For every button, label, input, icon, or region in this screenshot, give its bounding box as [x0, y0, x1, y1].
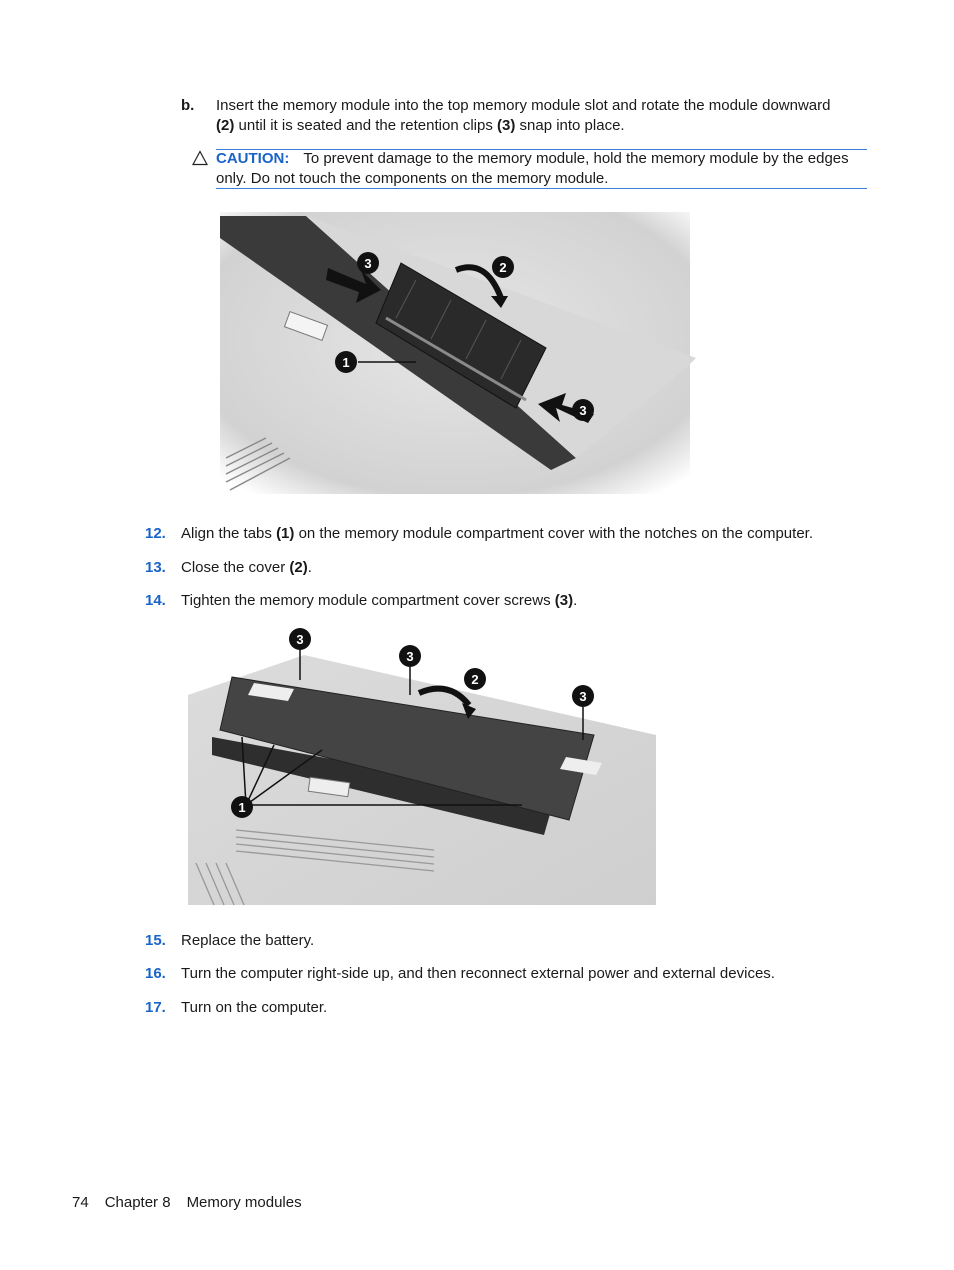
fig1-callout-3b-label: 3: [579, 403, 587, 418]
footer-chapter: Chapter 8: [104, 1194, 171, 1211]
caution-label: CAUTION:: [216, 150, 290, 167]
step-13-bold: (2): [289, 559, 308, 576]
fig2-callout-1-label: 1: [238, 800, 246, 815]
step-12-post: on the memory module compartment cover with the notches on the computer.: [294, 525, 813, 542]
step-14-number: 14.: [145, 592, 166, 609]
step-15-text: Replace the battery.: [181, 932, 315, 949]
step-14-bold: (3): [554, 592, 574, 609]
caution-body: To prevent damage to the memory module, hold the memory module by the edges only. Do not touch the components on the memory module.: [216, 150, 849, 187]
step-b-line2-end: snap into place.: [515, 117, 625, 134]
step-b-line1: Insert the memory module into the top memory module slot and rotate the module downward: [216, 97, 831, 114]
fig1-callout-3a-label: 3: [364, 256, 372, 271]
step-15-number: 15.: [145, 932, 166, 949]
step-12-text: [181, 524, 813, 544]
step-14-pre: Tighten the memory module compartment cover screws: [181, 592, 555, 609]
fig2-callout-2-label: 2: [471, 672, 479, 687]
figure-memory-insert: [216, 208, 698, 498]
step-12-number: 12.: [145, 525, 166, 542]
fig2-callout-3c-label: 3: [579, 689, 587, 704]
step-17-number: 17.: [145, 999, 166, 1016]
step-b-bold-3: (3): [497, 117, 516, 134]
caution-text: [216, 149, 867, 189]
caution-triangle-icon: [192, 150, 208, 166]
step-13-post: .: [307, 559, 312, 576]
step-14-text: [181, 591, 577, 611]
figure-cover-close: [184, 625, 656, 910]
page-footer: [72, 1193, 318, 1213]
page-number: 74: [72, 1194, 89, 1211]
step-b-text: [216, 96, 876, 136]
step-14-post: .: [573, 592, 578, 609]
step-16-text: Turn the computer right-side up, and then reconnect external power and external devices.: [181, 965, 775, 982]
fig1-callout-1-label: 1: [342, 355, 350, 370]
step-12-bold: (1): [276, 525, 295, 542]
step-17-text: Turn on the computer.: [181, 999, 328, 1016]
fig1-callout-2-label: 2: [499, 260, 507, 275]
step-13-number: 13.: [145, 559, 166, 576]
step-16-number: 16.: [145, 965, 166, 982]
step-b-bold-2: (2): [216, 117, 235, 134]
step-12-pre: Align the tabs: [181, 525, 277, 542]
step-13-pre: Close the cover: [181, 559, 290, 576]
fig2-callout-3a-label: 3: [296, 632, 304, 647]
footer-title: Memory modules: [186, 1194, 302, 1211]
fig2-callout-3b-label: 3: [406, 649, 414, 664]
step-b-label: b.: [181, 97, 195, 114]
step-b-line2-mid: until it is seated and the retention clips: [234, 117, 497, 134]
step-13-text: [181, 558, 312, 578]
